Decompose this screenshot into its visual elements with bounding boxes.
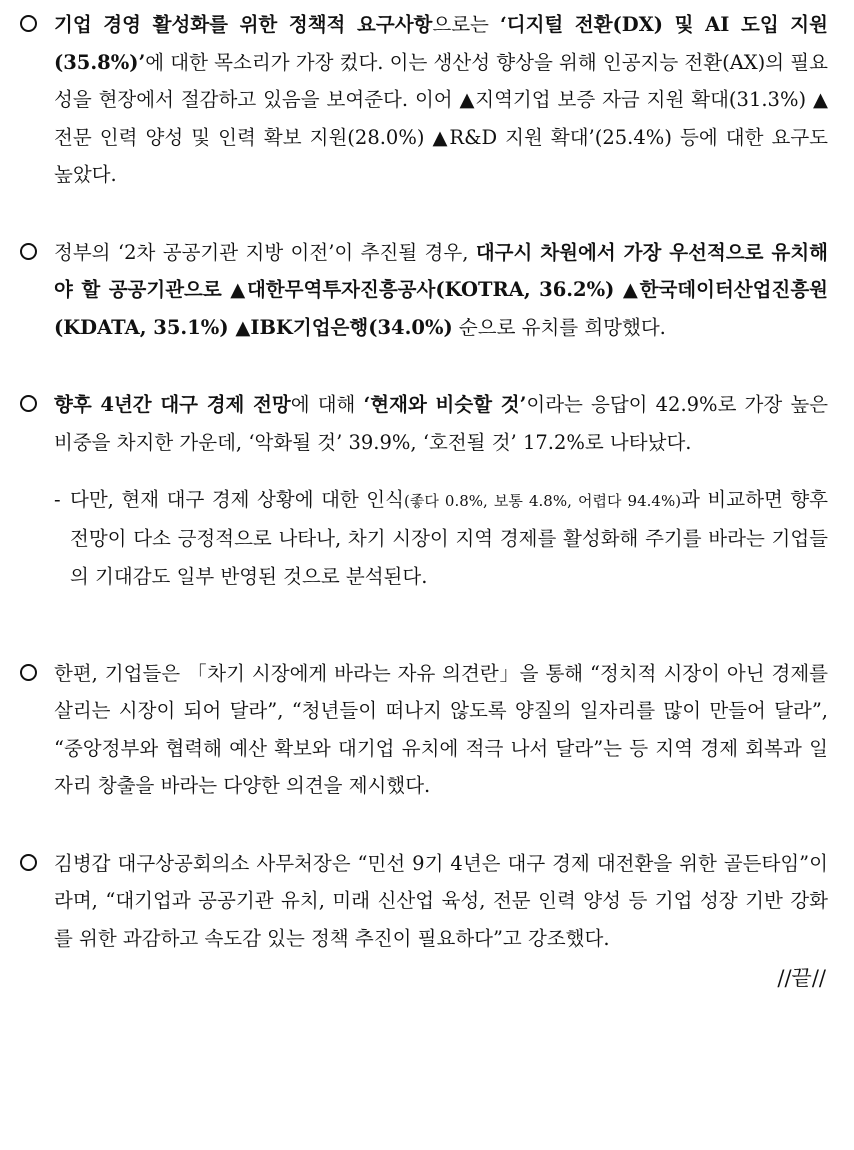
dx-ai-support-highlight: ‘디지털 전환(DX) 및 AI 도입 지원(35.8%)’ xyxy=(54,13,828,74)
end-mark: //끝// xyxy=(777,966,826,990)
circle-bullet-icon xyxy=(20,395,37,412)
circle-bullet-icon xyxy=(20,854,37,871)
similar-outlook-highlight: ‘현재와 비슷할 것’ xyxy=(363,393,527,416)
paragraph-secretary-general-quote xyxy=(18,845,828,958)
paragraph-text: 한편, 기업들은 「차기 시장에게 바라는 자유 의견란」을 통해 “정치적 시장이 아닌 경제를 살리는 시장이 되어 달라”, “청년들이 떠나지 않도록 양질의 일자리를 많이 만들어 달라”, “중앙정부와 협력해 예산 확보와 대기업 유치에 적극 나서 달라”는 등 지역 경제 회복과 일자리 창출을 바라는 다양한 의견을 제시했다. xyxy=(54,661,828,797)
perception-figures: (좋다 0.8%, 보통 4.8%, 어렵다 94.4%) xyxy=(403,491,682,510)
paragraph-text: 다만, 현재 대구 경제 상황에 대한 인식 xyxy=(70,487,404,511)
paragraph-text: 에 대해 xyxy=(290,393,364,416)
paragraph-public-agency-relocation xyxy=(18,234,828,347)
circle-bullet-icon xyxy=(20,243,37,260)
circle-bullet-icon xyxy=(20,664,37,681)
paragraph-economic-outlook xyxy=(18,386,828,461)
paragraph-text: 순으로 유치를 희망했다. xyxy=(452,315,666,339)
circle-bullet-icon xyxy=(20,15,37,32)
paragraph-free-opinions xyxy=(18,655,828,805)
agency-ranking-highlight: 대구시 차원에서 가장 우선적으로 유치해야 할 공공기관으로 ▲대한무역투자진흥공사(KOTRA, 36.2%) ▲한국데이터산업진흥원(KDATA, 35.1%) ▲IBK기업은행(34.0%) xyxy=(54,240,828,339)
economic-outlook-heading: 향후 4년간 대구 경제 전망 xyxy=(54,393,291,416)
paragraph-text: 이라는 응답이 42.9%로 가장 높은 비중을 차지한 가운데, ‘악화될 것’ 39.9%, ‘호전될 것’ 17.2%로 나타났다. xyxy=(54,393,828,454)
paragraph-text: 으로는 xyxy=(432,13,500,36)
paragraph-text: 김병갑 대구상공회의소 사무처장은 “민선 9기 4년은 대구 경제 대전환을 위한 골든타임”이라며, “대기업과 공공기관 유치, 미래 신산업 육성, 전문 인력 양성 등 기업 성장 기반 강화를 위한 과감하고 속도감 있는 정책 추진이 필요하다”고 강조했다. xyxy=(54,851,828,950)
policy-request-heading: 기업 경영 활성화를 위한 정책적 요구사항 xyxy=(54,13,433,36)
sub-paragraph-current-perception xyxy=(18,481,828,596)
dash-bullet: - xyxy=(54,487,61,511)
paragraph-text: 에 대한 목소리가 가장 컸다. 이는 생산성 향상을 위해 인공지능 전환(AX)의 필요성을 현장에서 절감하고 있음을 보여준다. 이어 ▲지역기업 보증 자금 지원 확대(31.3%) ▲전문 인력 양성 및 인력 확보 지원(28.0%) ▲R&D 지원 확대’(25.4%) 등에 대한 요구도 높았다. xyxy=(54,50,828,186)
paragraph-text: 정부의 ‘2차 공공기관 지방 이전’이 추진될 경우, xyxy=(54,240,476,264)
paragraph-dx-ai-support xyxy=(18,6,828,194)
paragraph-text: 과 비교하면 향후 전망이 다소 긍정적으로 나타나, 차기 시장이 지역 경제를 활성화해 주기를 바라는 기업들의 기대감도 일부 반영된 것으로 분석된다. xyxy=(70,487,828,588)
